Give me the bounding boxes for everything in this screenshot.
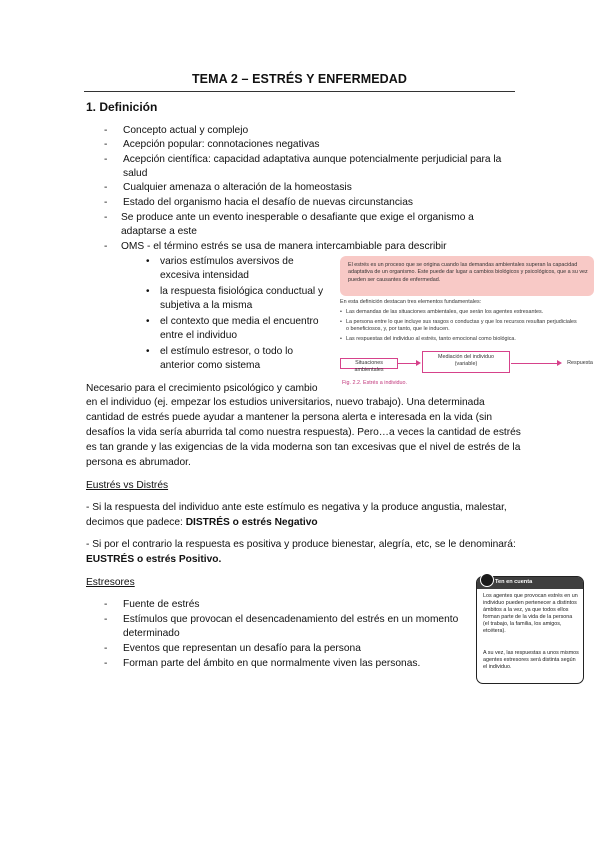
bullet-text: Fuente de estrés bbox=[123, 599, 200, 610]
bullet-text: Forman parte del ámbito en que normalmente viven las personas. bbox=[123, 658, 421, 669]
bullet-dash: - bbox=[104, 643, 108, 654]
flow-arrowhead bbox=[557, 360, 562, 366]
bullet-text: Se produce ante un evento inesperable o desafiante que exige el organismo a bbox=[121, 212, 474, 223]
flow-arrow bbox=[511, 363, 558, 364]
bullet-dash: - bbox=[104, 212, 108, 223]
figure-caption: Fig. 2.2. Estrés a individuo. bbox=[342, 380, 408, 386]
note-text: A su vez, las respuestas a unos mismos agentes estresores será distinta según el individuo. bbox=[483, 650, 579, 670]
bullet-text: Concepto actual y complejo bbox=[123, 125, 249, 136]
note-label: Ten en cuenta bbox=[495, 579, 533, 585]
paragraph-line: - Si por el contrario la respuesta es positiva y produce bienestar, alegría, etc, se le denominará: bbox=[86, 539, 516, 550]
flow-box-mediacion bbox=[422, 351, 510, 373]
bullet-dash: - bbox=[104, 614, 108, 625]
figure-item: Las respuestas del individuo al estrés, tanto emocional como biológica. bbox=[346, 336, 516, 342]
paragraph-line: cantidad de estrés puede ayudar a mantener la persona alerta e interesada en la vida (sin bbox=[86, 412, 493, 423]
bullet-dash: - bbox=[104, 658, 108, 669]
bullet-dot: • bbox=[146, 346, 150, 357]
paragraph-line: Necesario para el crecimiento psicológico y cambio bbox=[86, 383, 318, 394]
bullet-text: Eventos que representan un desafío para la persona bbox=[123, 643, 361, 654]
title-divider bbox=[84, 91, 515, 92]
bullet-dash: - bbox=[104, 197, 108, 208]
bullet-text: Cualquier amenaza o alteración de la homeostasis bbox=[123, 182, 352, 193]
bullet-dash: - bbox=[104, 154, 108, 165]
bullet-text: Acepción popular: connotaciones negativas bbox=[123, 139, 320, 150]
sub-bullet-text: el estímulo estresor, o todo lo bbox=[160, 346, 294, 357]
speech-bubble-icon bbox=[480, 573, 494, 587]
bullet-dash: - bbox=[104, 241, 108, 252]
sub-bullet-text-continuation: excesiva intensidad bbox=[160, 270, 249, 281]
bullet-dot: • bbox=[146, 316, 150, 327]
flow-box-respuesta bbox=[564, 358, 596, 369]
bullet-text: Estado del organismo hacia el desafío de nuevas circunstancias bbox=[123, 197, 413, 208]
flow-arrow bbox=[398, 363, 417, 364]
sub-bullet-text-continuation: entre el individuo bbox=[160, 330, 238, 341]
sub-bullet-text-continuation: subjetiva a la misma bbox=[160, 300, 253, 311]
bullet-text-continuation: salud bbox=[123, 168, 148, 179]
flow-arrowhead bbox=[416, 360, 421, 366]
note-text: Los agentes que provocan estrés en un individuo pueden pertenecer a distintos ámbitos a la vez, ya que todos ellos forman parte de la vida de la persona (el trabajo, la familia, los amigos, etcétera). bbox=[483, 593, 578, 634]
bullet-dash: - bbox=[104, 139, 108, 150]
page-title: TEMA 2 – ESTRÉS Y ENFERMEDAD bbox=[191, 72, 408, 86]
bullet-dash: - bbox=[104, 125, 108, 136]
flow-label: Situaciones ambientales bbox=[354, 360, 384, 373]
section-heading-estresores: Estresores bbox=[86, 577, 135, 588]
flow-sublabel: (variable) bbox=[454, 360, 478, 367]
figure-item: Las demandas de las situaciones ambientales, que serán los agentes estresantes. bbox=[346, 309, 544, 315]
section-heading-eustres: Eustrés vs Distrés bbox=[86, 480, 169, 491]
paragraph-line: desafíos la vida sería aburrida tal como nuestra respuesta). Pero…a veces la cantidad de estrés bbox=[86, 427, 521, 438]
flow-label: Respuesta bbox=[567, 360, 593, 366]
distres-term: DISTRÉS o estrés Negativo bbox=[185, 517, 318, 528]
paragraph-line: es tan grande y las exigencias de la vida moderna son tan excesivas que el nivel de estrés de la bbox=[86, 442, 521, 453]
bullet-text: Acepción científica: capacidad adaptativa aunque potencialmente perjudicial para la bbox=[123, 154, 502, 165]
flow-box-situaciones bbox=[340, 358, 398, 373]
side-note bbox=[476, 576, 584, 684]
figure-intro: En esta definición destacan tres elementos fundamentales: bbox=[340, 299, 482, 305]
sub-bullet-text: varios estímulos aversivos de bbox=[160, 256, 294, 267]
paragraph-text: decimos que padece: bbox=[86, 517, 186, 528]
bullet-dot: • bbox=[146, 286, 150, 297]
sub-bullet-text: el contexto que media el encuentro bbox=[160, 316, 319, 327]
figure-item: La persona entre lo que incluye sus rasgos o conductas y que los recursos resultan perjudiciales bbox=[346, 319, 577, 325]
bullet-text-continuation: adaptarse a este bbox=[121, 226, 197, 237]
eustres-term: EUSTRÉS o estrés Positivo. bbox=[86, 554, 222, 565]
sub-bullet-text-continuation: anterior como sistema bbox=[160, 360, 261, 371]
flow-label: Mediación del individuo bbox=[437, 354, 495, 360]
bullet-dot: • bbox=[340, 319, 342, 325]
paragraph-line: en el individuo (ej. empezar los estudios universitarios, nuevo trabajo). Una determinada bbox=[86, 397, 485, 408]
definition-text: El estrés es un proceso que se origina cuando las demandas ambientales superan la capacidad adaptativa de un organismo. Este puede dar lugar a cambios biológicos y psicológicos, que a su vez pueden ser causantes de enfermedad. bbox=[348, 262, 588, 283]
bullet-text-continuation: determinado bbox=[123, 628, 180, 639]
bullet-dot: • bbox=[340, 309, 342, 315]
stress-definition-figure bbox=[336, 254, 598, 394]
figure-item-continuation: o beneficiosos, y, por tanto, que le inducen. bbox=[346, 326, 450, 332]
paragraph-line: - Si la respuesta del individuo ante este estímulo es negativa y la produce angustia, malestar, bbox=[86, 502, 507, 513]
paragraph-line: persona es abrumador. bbox=[86, 457, 191, 468]
definition-box bbox=[340, 256, 594, 296]
bullet-dash: - bbox=[104, 599, 108, 610]
bullet-text: OMS - el término estrés se usa de manera intercambiable para describir bbox=[121, 241, 447, 252]
bullet-dot: • bbox=[340, 336, 342, 342]
paragraph-line bbox=[86, 516, 318, 530]
sub-bullet-text: la respuesta fisiológica conductual y bbox=[160, 286, 324, 297]
bullet-dash: - bbox=[104, 182, 108, 193]
section-heading-definicion: 1. Definición bbox=[86, 100, 158, 114]
bullet-text: Estímulos que provocan el desencadenamiento del estrés en un momento bbox=[123, 614, 459, 625]
bullet-dot: • bbox=[146, 256, 150, 267]
